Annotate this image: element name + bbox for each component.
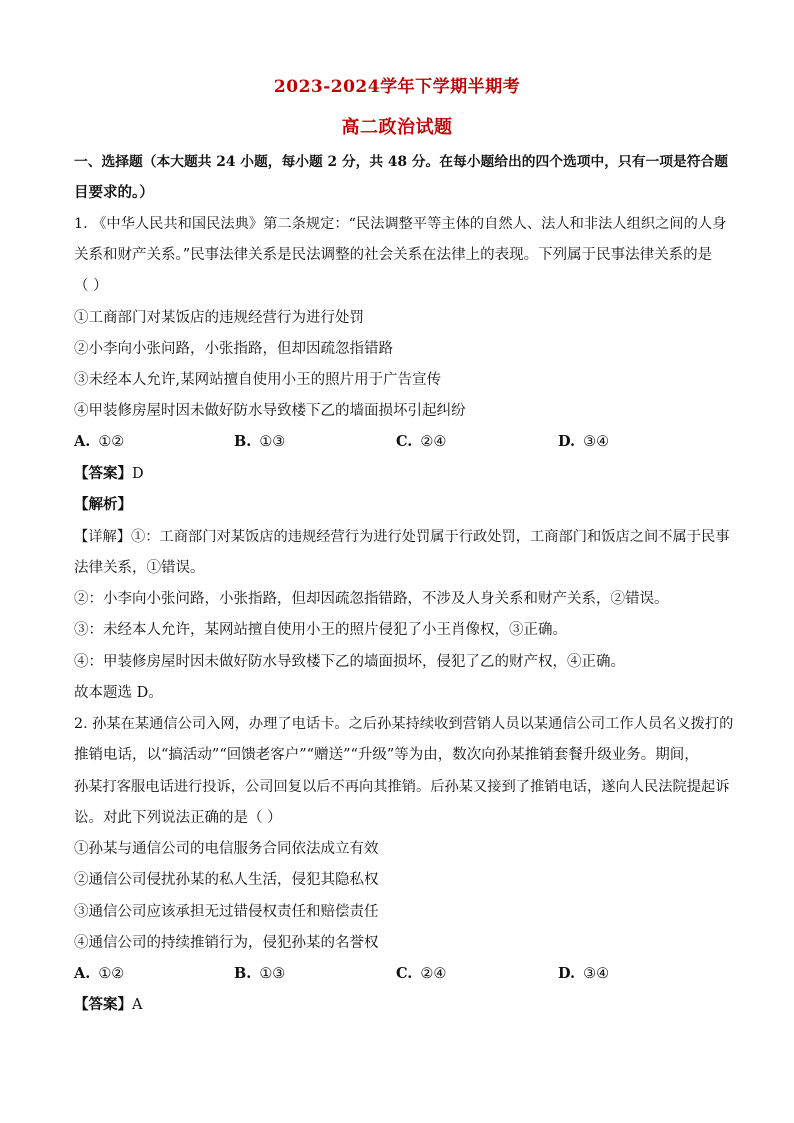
q1-item-4: ④甲装修房屋时因未做好防水导致楼下乙的墙面损坏引起纠纷 — [74, 403, 466, 419]
q1-analysis-label: 【解析】 — [74, 496, 132, 513]
q2-stem-line2: 推销电话，以“搞活动”“回馈老客户”“赠送”“升级”等为由，数次向孙某推销套餐升级业务。期间， — [74, 747, 699, 763]
section-heading-line1: 一、选择题（本大题共 24 小题，每小题 2 分，共 48 分。在每小题给出的四个选项中，只有一项是符合题 — [74, 154, 729, 170]
q1-detail-line5: ④：甲装修房屋时因未做好防水导致楼下乙的墙面损坏，侵犯了乙的财产权，④正确。 — [74, 654, 625, 670]
q1-stem-line1: 1. 《中华人民共和国民法典》第二条规定：“民法调整平等主体的自然人、法人和非法人组织之间的人身 — [74, 216, 727, 232]
q1-stem-line3: （ ） — [74, 278, 108, 294]
exam-subtitle: 高二政治试题 — [341, 117, 453, 138]
q1-option-a[interactable]: A. ①② — [74, 433, 125, 450]
q1-item-3: ③未经本人允许,某网站擅自使用小王的照片用于广告宣传 — [74, 372, 442, 388]
q1-detail-line2: 法律关系，①错误。 — [74, 560, 205, 576]
q2-answer — [74, 995, 734, 1015]
q2-item-2: ②通信公司侵扰孙某的私人生活，侵犯其隐私权 — [74, 872, 379, 888]
q2-item-1: ①孙某与通信公司的电信服务合同依法成立有效 — [74, 841, 379, 857]
q1-detail-line4: ③：未经本人允许，某网站擅自使用小王的照片侵犯了小王肖像权，③正确。 — [74, 622, 567, 638]
q1-option-c[interactable]: C. ②④ — [396, 433, 447, 450]
q2-answer-label: 【答案】 — [74, 996, 132, 1013]
q1-conclusion: 故本题选 D。 — [74, 685, 163, 701]
q2-stem-line1: 2. 孙某在某通信公司入网，办理了电话卡。之后孙某持续收到营销人员以某通信公司工作人员名义拨打的 — [74, 716, 734, 732]
section-heading-line2: 目要求的。） — [74, 184, 154, 201]
q1-item-2: ②小李向小张问路，小张指路，但却因疏忽指错路 — [74, 341, 393, 357]
q2-option-a[interactable]: A. ①② — [74, 965, 125, 982]
exam-title: 2023-2024学年下学期半期考 — [273, 77, 521, 97]
q2-option-b[interactable]: B. ①③ — [234, 965, 286, 982]
q1-stem-line2: 关系和财产关系。”民事法律关系是民法调整的社会关系在法律上的表现。下列属于民事法律关系的是 — [74, 247, 713, 263]
q2-stem-line3: 孙某打客服电话进行投诉，公司回复以后不再向其推销。后孙某又接到了推销电话，遂向人民法院提起诉 — [74, 779, 730, 795]
q1-answer-value: D — [132, 466, 144, 482]
q2-answer-value: A — [132, 997, 143, 1013]
q2-stem-line4: 讼。对此下列说法正确的是（ ） — [74, 810, 282, 826]
q1-option-b[interactable]: B. ①③ — [234, 433, 286, 450]
q1-answer — [74, 464, 734, 484]
q1-detail-line3: ②：小李向小张问路，小张指路，但却因疏忽指错路，不涉及人身关系和财产关系，②错误。 — [74, 591, 669, 607]
q1-detail-line1: 【详解】①：工商部门对某饭店的违规经营行为进行处罚属于行政处罚，工商部门和饭店之间不属于民事 — [74, 529, 730, 545]
q2-option-d[interactable]: D. ③④ — [558, 965, 610, 982]
q1-option-d[interactable]: D. ③④ — [558, 433, 610, 450]
q1-answer-label: 【答案】 — [74, 465, 132, 482]
q1-item-1: ①工商部门对某饭店的违规经营行为进行处罚 — [74, 310, 364, 326]
q2-item-3: ③通信公司应该承担无过错侵权责任和赔偿责任 — [74, 904, 379, 920]
q2-option-c[interactable]: C. ②④ — [396, 965, 447, 982]
q2-item-4: ④通信公司的持续推销行为，侵犯孙某的名誉权 — [74, 935, 379, 951]
